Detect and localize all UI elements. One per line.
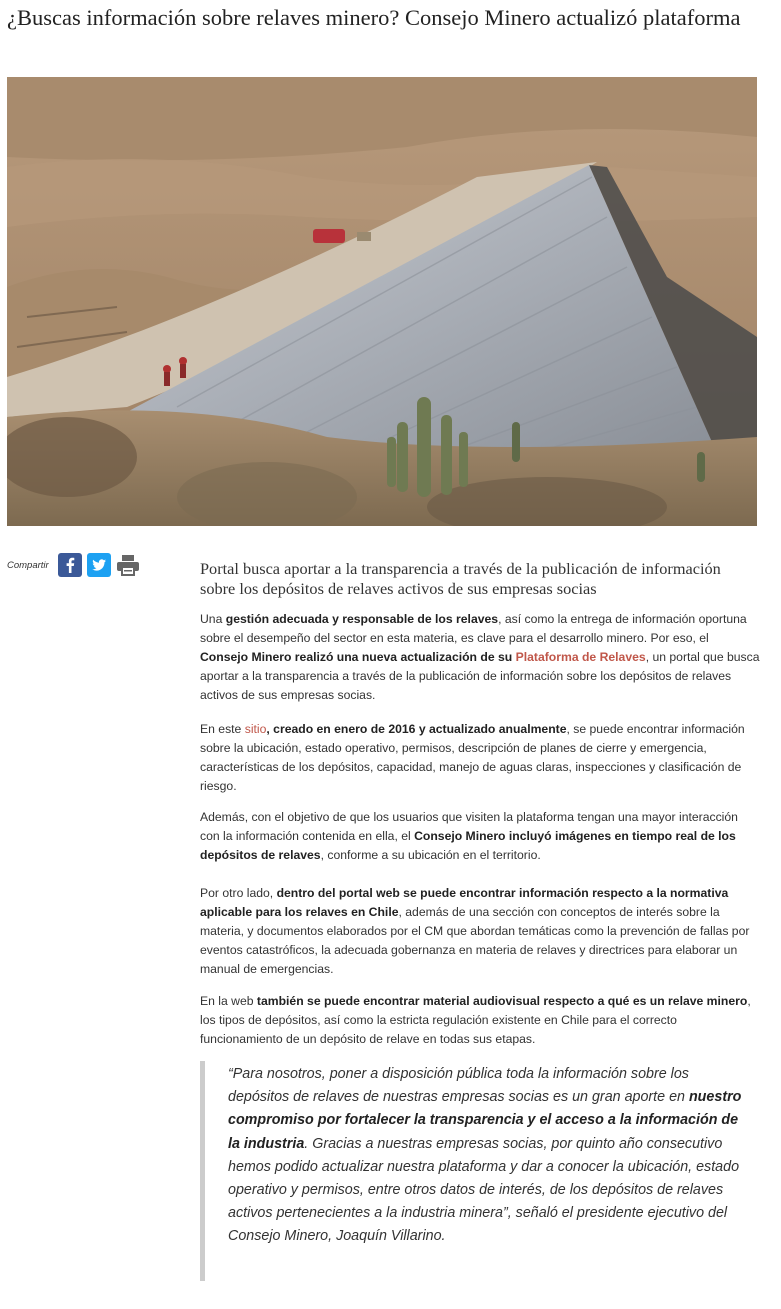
share-label: Compartir	[7, 559, 49, 571]
facebook-icon[interactable]	[58, 553, 82, 577]
article-title: ¿Buscas información sobre relaves minero? Consejo Minero actualizó plataforma	[7, 5, 741, 30]
hero-image	[7, 77, 757, 526]
twitter-icon[interactable]	[87, 553, 111, 577]
paragraph-3: Además, con el objetivo de que los usuarios que visiten la plataforma tengan una mayor interacción con la información contenida en ella, el Consejo Minero incluyó imágenes en tiempo real de los depósitos de relaves, conforme a su ubicación en el territorio.	[200, 810, 738, 862]
blockquote	[200, 1061, 760, 1281]
paragraph-5: En la web también se puede encontrar material audiovisual respecto a qué es un relave minero, los tipos de depósitos, así como la estricta regulación existente en Chile para el correcto funcionamiento de un depósito de relave en todas sus etapas.	[200, 994, 751, 1046]
paragraph-4: Por otro lado, dentro del portal web se puede encontrar información respecto a la normativa aplicable para los relaves en Chile, además de una sección con conceptos de interés sobre la materia, y documentos elaborados por el CM que abordan temáticas como la prevención de fallas por eventos catastróficos, la adecuada gobernanza en materia de relaves y directrices para elaborar un manual de emergencias.	[200, 886, 750, 976]
article-lead: Portal busca aportar a la transparencia a través de la publicación de información sobre los depósitos de relaves activos de sus empresas socias	[200, 559, 721, 598]
sitio-link[interactable]: sitio	[244, 722, 267, 736]
share-bar	[7, 553, 140, 577]
paragraph-1: Una gestión adecuada y responsable de los relaves, así como la entrega de información oportuna sobre el desempeño del sector en esta materia, es clave para el desarrollo minero. Por eso, el Consejo Minero realizó una nueva actualización de su Plataforma de Relaves, un portal que busca aportar a la transparencia a través de la publicación de información sobre los depósitos de relaves activos de sus empresas socias.	[200, 612, 760, 702]
quote-text: “Para nosotros, poner a disposición pública toda la información sobre los depósitos de relaves de nuestras empresas socias es un gran aporte en nuestro compromiso por fortalecer la transparencia y el acceso a la información de la industria. Gracias a nuestras empresas socias, por quinto año consecutivo hemos podido actualizar nuestra plataforma y dar a conocer la ubicación, estado operativo y permisos, entre otros datos de interés, de los depósitos de relaves activos pertenecientes a la industria minera”, señaló el presidente ejecutivo del Consejo Minero, Joaquín Villarino.	[228, 1066, 742, 1245]
print-icon[interactable]	[116, 553, 140, 577]
paragraph-2: En este sitio, creado en enero de 2016 y actualizado anualmente, se puede encontrar información sobre la ubicación, estado operativo, permisos, descripción de planes de cierre y emergencia, características de los depósitos, capacidad, manejo de aguas claras, inspecciones y clasificación de riesgo.	[200, 722, 745, 793]
plataforma-relaves-link[interactable]: Plataforma de Relaves	[515, 650, 646, 664]
